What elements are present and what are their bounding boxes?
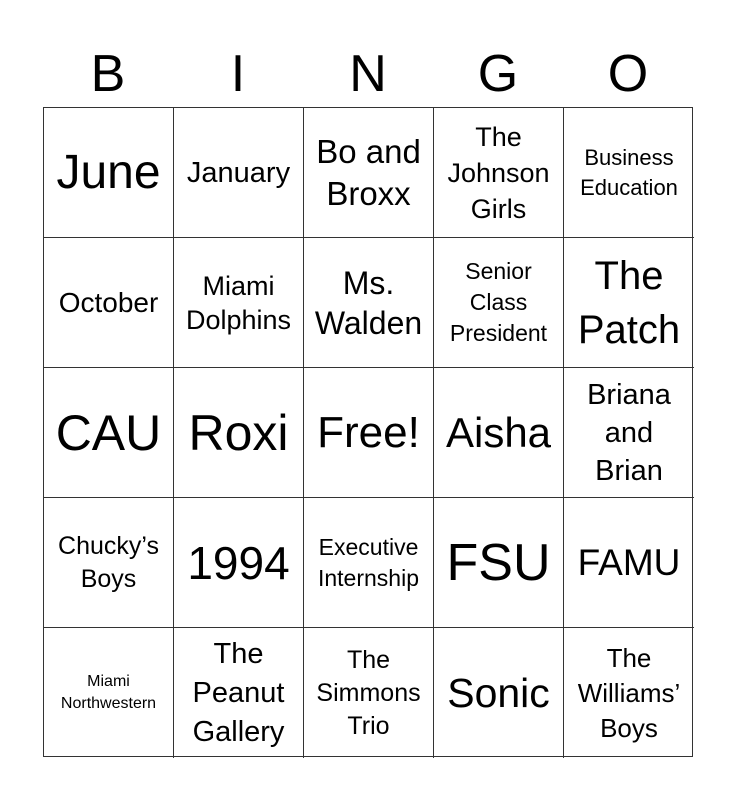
cell-text: The Williams’ Boys [577, 642, 681, 743]
bingo-cell[interactable] [174, 238, 304, 368]
cell-text: Ms. Walden [314, 264, 423, 341]
cell-text: Free! [317, 407, 420, 457]
cell-text: 1994 [187, 536, 290, 589]
bingo-header [43, 40, 693, 108]
cell-text: The Peanut Gallery [192, 637, 285, 748]
cell-text: Briana and Brian [587, 378, 671, 487]
bingo-cell[interactable] [434, 498, 564, 628]
bingo-cell[interactable] [564, 628, 694, 758]
header-letter-g: G [477, 45, 519, 103]
cell-text: June [56, 145, 161, 199]
bingo-cell[interactable] [434, 238, 564, 368]
cell-text: Executive Internship [317, 533, 419, 591]
cell-text: Chucky’s Boys [58, 531, 159, 593]
bingo-cell[interactable] [304, 238, 434, 368]
cell-text: The Simmons Trio [316, 645, 421, 740]
header-letter-b: B [90, 45, 126, 103]
bingo-cell[interactable] [304, 628, 434, 758]
bingo-cell[interactable] [174, 498, 304, 628]
bingo-cell[interactable] [44, 238, 174, 368]
bingo-cell[interactable] [434, 108, 564, 238]
bingo-cell[interactable] [44, 628, 174, 758]
cell-text: FAMU [577, 541, 681, 583]
bingo-cell[interactable] [564, 108, 694, 238]
cell-text: Roxi [188, 404, 289, 461]
bingo-cell[interactable] [174, 628, 304, 758]
cell-text: October [58, 286, 159, 318]
cell-text: Miami Northwestern [60, 673, 157, 712]
header-letter-n: N [349, 45, 387, 103]
cell-text: The Johnson Girls [447, 121, 550, 224]
cell-text: Business Education [580, 144, 678, 200]
cell-text: The Patch [577, 253, 681, 352]
bingo-cell[interactable] [44, 108, 174, 238]
cell-text: Sonic [447, 670, 550, 716]
bingo-cell[interactable] [304, 498, 434, 628]
cell-text: Miami Dolphins [185, 270, 292, 335]
bingo-cell[interactable] [564, 498, 694, 628]
cell-text: Bo and Broxx [316, 132, 421, 212]
header-letter-i: I [230, 45, 246, 103]
cell-text: Senior Class President [449, 258, 548, 346]
bingo-cell[interactable] [304, 108, 434, 238]
cell-text: FSU [446, 533, 551, 592]
bingo-cell[interactable] [434, 628, 564, 758]
bingo-cell[interactable] [304, 368, 434, 498]
header-letter-o: O [607, 45, 649, 103]
bingo-card-grid [43, 107, 693, 757]
bingo-cell[interactable] [44, 498, 174, 628]
bingo-cell[interactable] [564, 368, 694, 498]
cell-text: January [186, 156, 291, 189]
bingo-cell[interactable] [174, 108, 304, 238]
bingo-cell[interactable] [44, 368, 174, 498]
bingo-cell[interactable] [564, 238, 694, 368]
bingo-cell[interactable] [434, 368, 564, 498]
cell-text: Aisha [445, 408, 552, 456]
bingo-cell[interactable] [174, 368, 304, 498]
cell-text: CAU [55, 404, 162, 461]
